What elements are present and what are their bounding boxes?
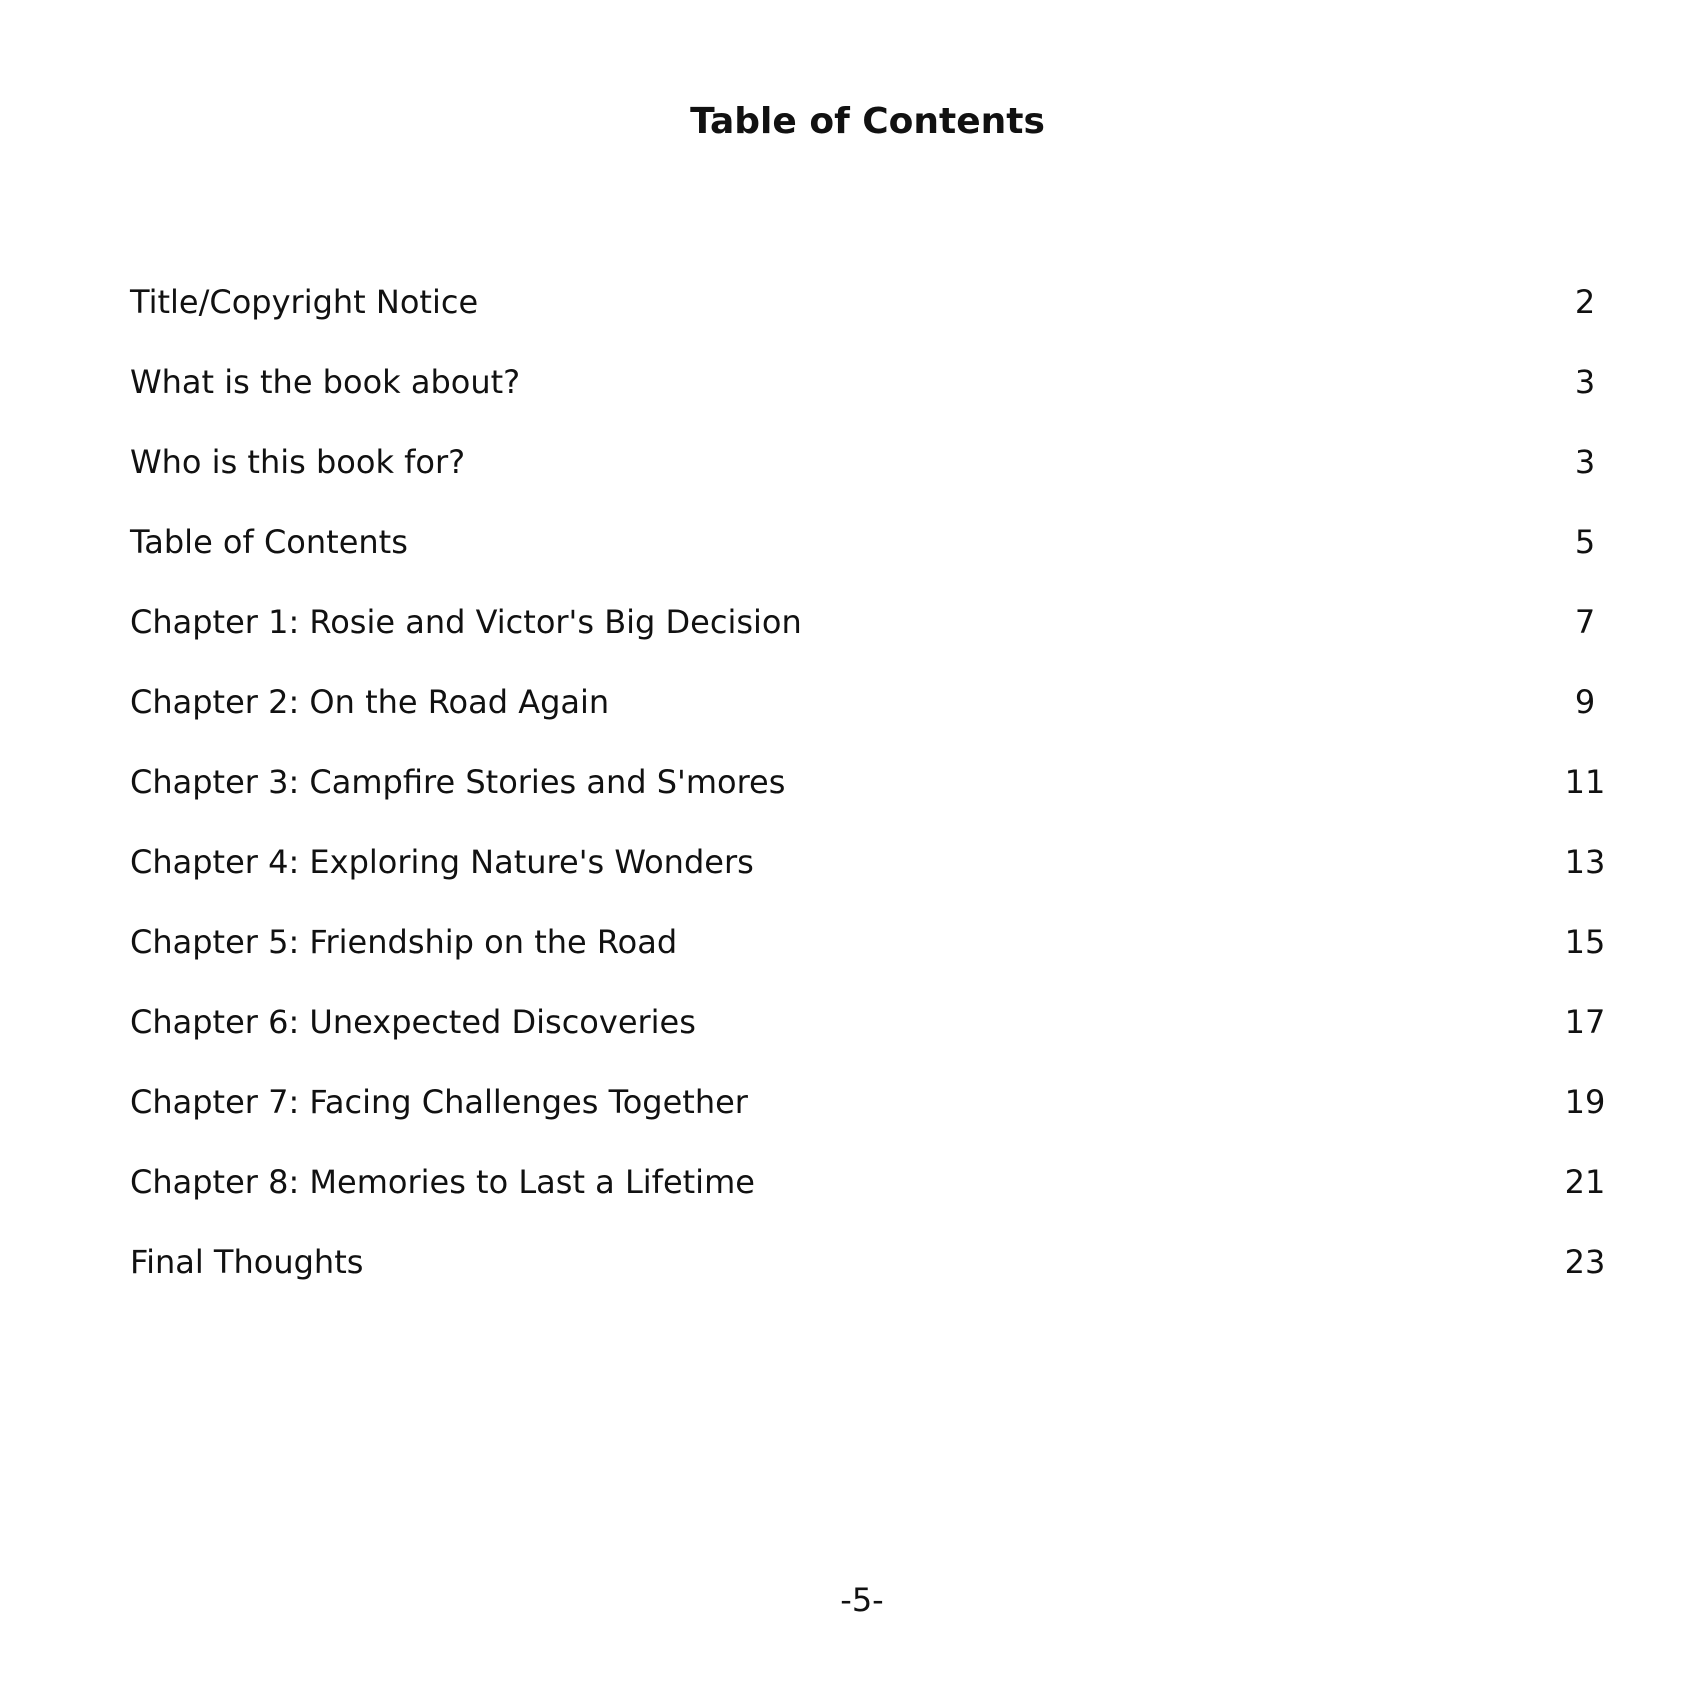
toc-entry-chapter-8	[130, 1142, 1615, 1222]
toc-entry-title: What is the book about?	[130, 363, 521, 401]
toc-entry-page-number: 3	[1574, 363, 1596, 401]
toc-entry-page-number: 13	[1564, 843, 1606, 881]
toc-entry-final-thoughts	[130, 1222, 1615, 1302]
toc-entry-title: Chapter 3: Campfire Stories and S'mores	[130, 763, 786, 801]
toc-entry-page-number: 7	[1574, 603, 1596, 641]
toc-entry-page-number: 11	[1564, 763, 1606, 801]
toc-entry-title: Chapter 2: On the Road Again	[130, 683, 610, 721]
toc-entry-title: Chapter 5: Friendship on the Road	[130, 923, 678, 961]
page-number-footer: -5-	[840, 1581, 884, 1619]
toc-entry-title: Chapter 7: Facing Challenges Together	[130, 1083, 748, 1121]
toc-entry-title: Chapter 8: Memories to Last a Lifetime	[130, 1163, 755, 1201]
toc-entry-chapter-3	[130, 742, 1615, 822]
toc-entry-title: Chapter 1: Rosie and Victor's Big Decision	[130, 603, 802, 641]
toc-entry-title: Title/Copyright Notice	[130, 283, 479, 321]
toc-entry-page-number: 15	[1564, 923, 1606, 961]
toc-entry-chapter-7	[130, 1062, 1615, 1142]
toc-entry-page-number: 21	[1564, 1163, 1606, 1201]
toc-entry-chapter-4	[130, 822, 1615, 902]
toc-entry-page-number: 3	[1574, 443, 1596, 481]
toc-entry-audience	[130, 422, 1615, 502]
toc-entry-page-number: 5	[1574, 523, 1596, 561]
toc-entry-page-number: 19	[1564, 1083, 1606, 1121]
page-title: Table of Contents	[690, 101, 1045, 142]
toc-entry-about	[130, 342, 1615, 422]
toc-entry-title: Chapter 6: Unexpected Discoveries	[130, 1003, 696, 1041]
toc-entry-title: Chapter 4: Exploring Nature's Wonders	[130, 843, 754, 881]
toc-entry-page-number: 9	[1574, 683, 1596, 721]
toc-entry-chapter-2	[130, 662, 1615, 742]
toc-entry-page-number: 17	[1564, 1003, 1606, 1041]
table-of-contents-list	[130, 262, 1615, 1302]
toc-entry-chapter-1	[130, 582, 1615, 662]
toc-entry-title: Who is this book for?	[130, 443, 466, 481]
toc-entry-chapter-6	[130, 982, 1615, 1062]
toc-entry-title: Table of Contents	[130, 523, 408, 561]
toc-entry-chapter-5	[130, 902, 1615, 982]
toc-entry-page-number: 2	[1574, 283, 1596, 321]
toc-entry-title-copyright	[130, 262, 1615, 342]
toc-entry-title: Final Thoughts	[130, 1243, 364, 1281]
toc-entry-table-of-contents	[130, 502, 1615, 582]
toc-entry-page-number: 23	[1564, 1243, 1606, 1281]
